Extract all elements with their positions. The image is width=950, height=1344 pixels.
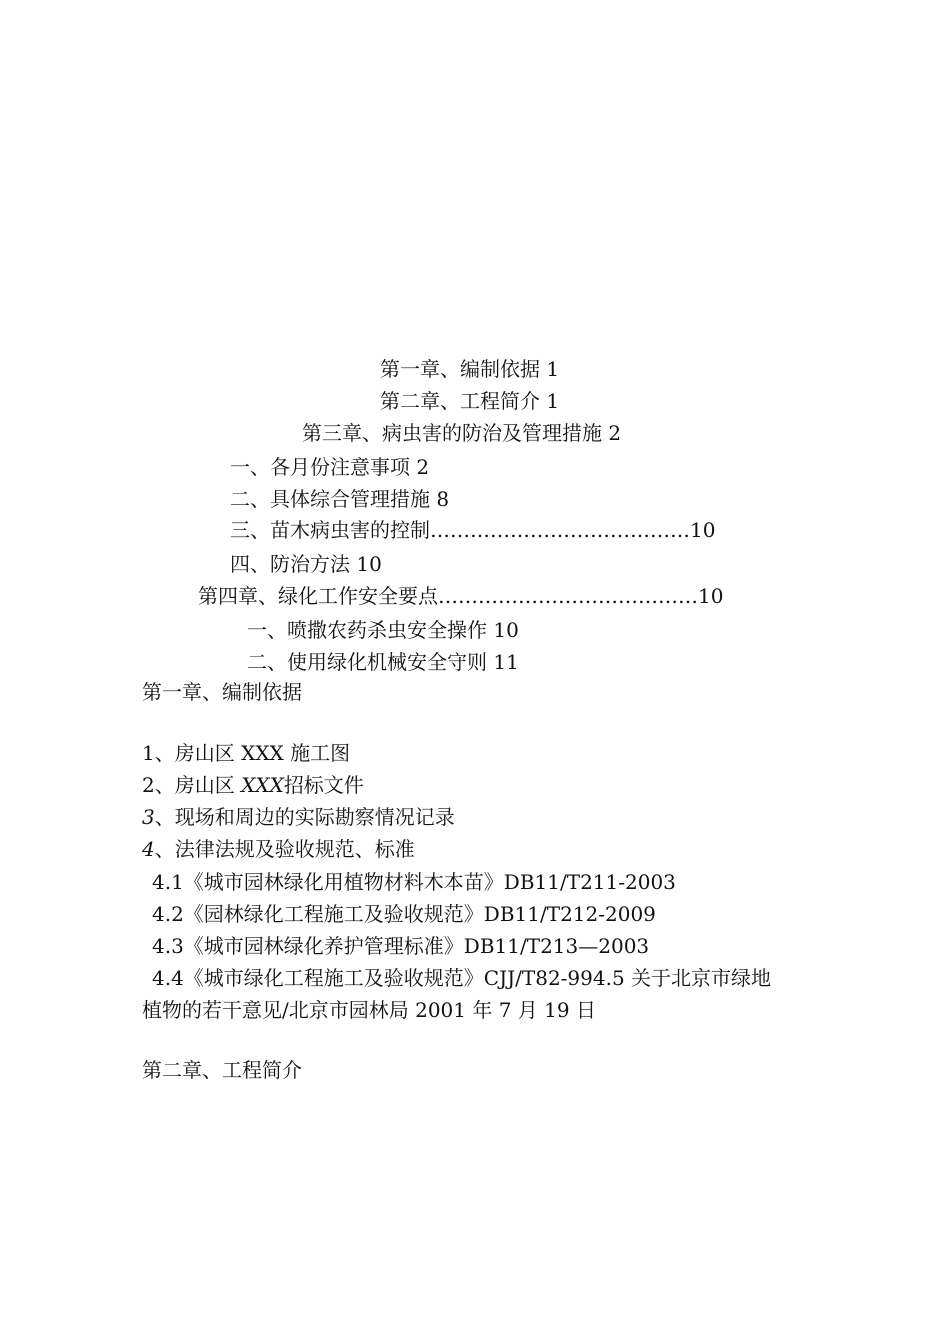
basis-item-number: 3 bbox=[142, 805, 155, 829]
basis-item: 1、房山区 XXX 施工图 bbox=[142, 741, 351, 765]
toc-item[interactable]: 第四章、绿化工作安全要点…………………………………10 bbox=[198, 584, 724, 608]
standard-item: 4.4《城市绿化工程施工及验收规范》CJJ/T82-994.5 关于北京市绿地 bbox=[152, 966, 772, 990]
toc-item[interactable]: 一、各月份注意事项 2 bbox=[230, 455, 430, 479]
toc-item[interactable]: 第一章、编制依据 1 bbox=[380, 357, 560, 381]
standard-item: 4.3《城市园林绿化养护管理标准》DB11/T213—2003 bbox=[152, 934, 650, 958]
basis-item bbox=[142, 836, 415, 862]
toc-item[interactable]: 三、苗木病虫害的控制…………………………………10 bbox=[230, 518, 716, 542]
basis-item-suffix: 招标文件 bbox=[283, 773, 364, 797]
basis-item-italic: XXX bbox=[241, 773, 284, 797]
basis-item bbox=[142, 804, 455, 830]
basis-item-text: 、现场和周边的实际勘察情况记录 bbox=[154, 805, 455, 829]
basis-item-text: 、法律法规及验收规范、标准 bbox=[154, 837, 415, 861]
toc-item[interactable]: 一、喷撒农药杀虫安全操作 10 bbox=[247, 618, 519, 642]
standard-item: 4.2《园林绿化工程施工及验收规范》DB11/T212-2009 bbox=[152, 902, 656, 926]
basis-item bbox=[142, 772, 364, 798]
toc-item[interactable]: 第三章、病虫害的防治及管理措施 2 bbox=[302, 421, 622, 445]
toc-item[interactable]: 四、防治方法 10 bbox=[230, 552, 382, 576]
toc-item[interactable]: 第二章、工程简介 1 bbox=[380, 389, 560, 413]
basis-item-number: 4 bbox=[142, 837, 155, 861]
chapter-heading: 第二章、工程简介 bbox=[142, 1058, 302, 1082]
standard-item: 4.1《城市园林绿化用植物材料木本苗》DB11/T211-2003 bbox=[152, 870, 676, 894]
standard-item-continued: 植物的若干意见/北京市园林局 2001 年 7 月 19 日 bbox=[142, 998, 596, 1022]
toc-item[interactable]: 二、使用绿化机械安全守则 11 bbox=[247, 650, 519, 674]
toc-item[interactable]: 二、具体综合管理措施 8 bbox=[230, 487, 450, 511]
basis-item-prefix: 2、房山区 bbox=[142, 773, 242, 797]
chapter-heading: 第一章、编制依据 bbox=[142, 680, 302, 704]
